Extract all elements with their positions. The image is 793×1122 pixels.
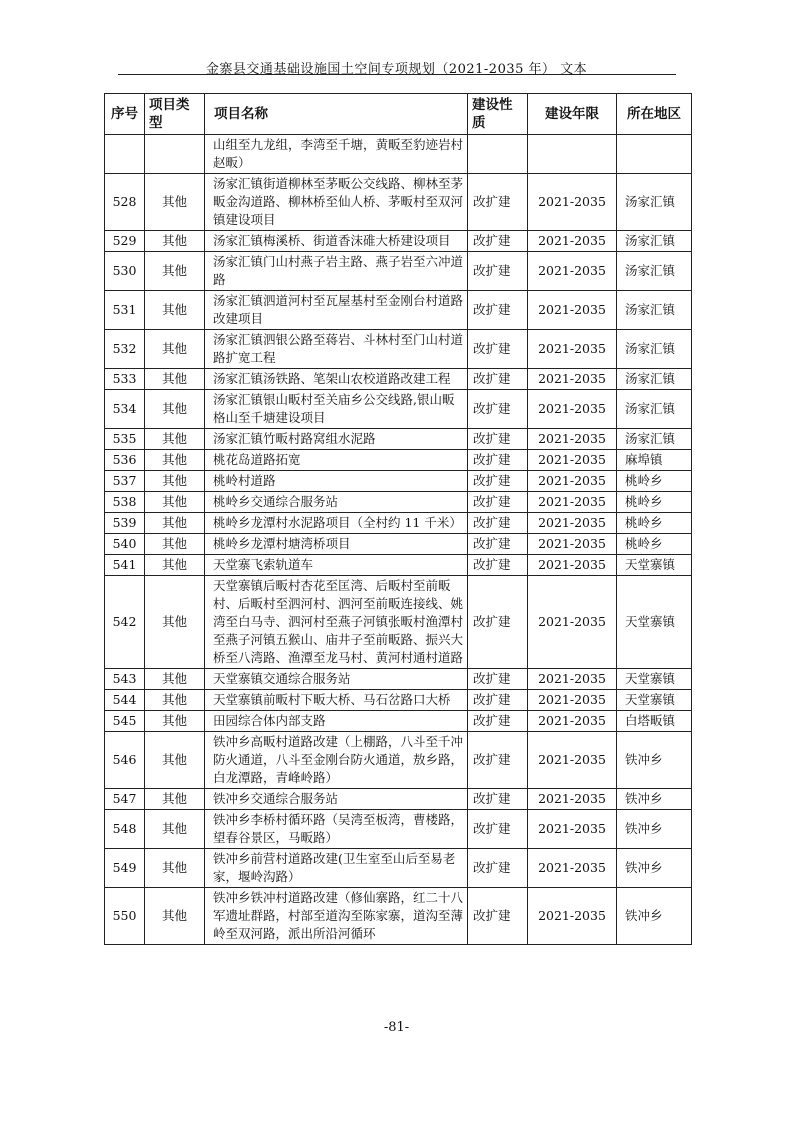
row-number-cell: 532 xyxy=(105,330,145,369)
project-name-cell: 铁冲乡铁冲村道路改建（修仙寨路，红二十八军遗址群路，村部至道沟至陈家寨，道沟至薄岭至双河路，派出所沿河循环 xyxy=(205,888,468,945)
table-header-row xyxy=(105,94,692,135)
construction-period-cell: 2021-2035 xyxy=(528,450,617,471)
table-row xyxy=(105,555,692,576)
construction-period-cell: 2021-2035 xyxy=(528,291,617,330)
construction-nature-cell: 改扩建 xyxy=(468,555,528,576)
header-rule xyxy=(118,74,676,75)
project-name-cell: 天堂寨飞索轨道车 xyxy=(205,555,468,576)
region-cell: 桃岭乡 xyxy=(617,492,692,513)
construction-nature-cell: 改扩建 xyxy=(468,513,528,534)
project-name-cell: 山组至九龙组，李湾至千塘，黄畈至豹迹岩村赵畈） xyxy=(205,135,468,174)
project-name-cell: 汤家汇镇银山畈村至关庙乡公交线路,银山畈格山至千塘建设项目 xyxy=(205,390,468,429)
table-row xyxy=(105,390,692,429)
project-name-cell: 铁冲乡李桥村循环路（吴湾至板湾，曹楼路，望春谷景区，马畈路） xyxy=(205,810,468,849)
project-type-cell: 其他 xyxy=(145,849,205,888)
project-name-cell: 汤家汇镇梅溪桥、街道香沫碓大桥建设项目 xyxy=(205,231,468,252)
table-row xyxy=(105,429,692,450)
project-name-cell: 汤家汇镇汤铁路、笔架山农校道路改建工程 xyxy=(205,369,468,390)
project-name-cell: 桃岭村道路 xyxy=(205,471,468,492)
project-name-cell: 铁冲乡前营村道路改建(卫生室至山后至易老家，堰岭沟路） xyxy=(205,849,468,888)
project-type-cell: 其他 xyxy=(145,732,205,789)
project-type-cell: 其他 xyxy=(145,450,205,471)
construction-nature-cell: 改扩建 xyxy=(468,888,528,945)
construction-nature-cell: 改扩建 xyxy=(468,450,528,471)
row-number-cell: 531 xyxy=(105,291,145,330)
project-name-cell: 汤家汇镇泗银公路至蒋岩、斗林村至门山村道路扩宽工程 xyxy=(205,330,468,369)
row-number-cell: 542 xyxy=(105,576,145,669)
project-type-cell: 其他 xyxy=(145,576,205,669)
table-row xyxy=(105,534,692,555)
table-row xyxy=(105,471,692,492)
col-header-type: 项目类型 xyxy=(145,94,205,135)
col-header-nature: 建设性质 xyxy=(468,94,528,135)
construction-period-cell: 2021-2035 xyxy=(528,492,617,513)
region-cell: 桃岭乡 xyxy=(617,513,692,534)
table-row xyxy=(105,690,692,711)
region-cell: 天堂寨镇 xyxy=(617,690,692,711)
project-type-cell xyxy=(145,135,205,174)
project-name-cell: 铁冲乡交通综合服务站 xyxy=(205,789,468,810)
region-cell: 汤家汇镇 xyxy=(617,369,692,390)
construction-period-cell: 2021-2035 xyxy=(528,174,617,231)
construction-period-cell: 2021-2035 xyxy=(528,690,617,711)
region-cell: 桃岭乡 xyxy=(617,471,692,492)
region-cell: 汤家汇镇 xyxy=(617,330,692,369)
construction-nature-cell: 改扩建 xyxy=(468,810,528,849)
row-number-cell: 536 xyxy=(105,450,145,471)
construction-period-cell: 2021-2035 xyxy=(528,555,617,576)
row-number-cell: 539 xyxy=(105,513,145,534)
project-type-cell: 其他 xyxy=(145,471,205,492)
table-row xyxy=(105,513,692,534)
project-name-cell: 铁冲乡高畈村道路改建（上棚路，八斗至千冲防火通道，八斗至金刚台防火通道，敖乡路， 白龙潭路，青峰岭路） xyxy=(205,732,468,789)
row-number-cell: 530 xyxy=(105,252,145,291)
project-name-cell: 桃花岛道路拓宽 xyxy=(205,450,468,471)
project-type-cell: 其他 xyxy=(145,789,205,810)
construction-period-cell: 2021-2035 xyxy=(528,231,617,252)
row-number-cell: 528 xyxy=(105,174,145,231)
project-type-cell: 其他 xyxy=(145,888,205,945)
region-cell: 汤家汇镇 xyxy=(617,252,692,291)
project-type-cell: 其他 xyxy=(145,252,205,291)
project-type-cell: 其他 xyxy=(145,291,205,330)
region-cell: 铁冲乡 xyxy=(617,810,692,849)
region-cell: 汤家汇镇 xyxy=(617,291,692,330)
construction-nature-cell: 改扩建 xyxy=(468,849,528,888)
construction-period-cell: 2021-2035 xyxy=(528,252,617,291)
row-number-cell: 548 xyxy=(105,810,145,849)
row-number-cell: 543 xyxy=(105,669,145,690)
region-cell: 白塔畈镇 xyxy=(617,711,692,732)
table-row xyxy=(105,888,692,945)
region-cell: 铁冲乡 xyxy=(617,849,692,888)
project-name-cell: 田园综合体内部支路 xyxy=(205,711,468,732)
construction-period-cell: 2021-2035 xyxy=(528,810,617,849)
construction-period-cell: 2021-2035 xyxy=(528,513,617,534)
col-header-region: 所在地区 xyxy=(617,94,692,135)
row-number-cell: 540 xyxy=(105,534,145,555)
project-name-cell: 桃岭乡交通综合服务站 xyxy=(205,492,468,513)
row-number-cell: 529 xyxy=(105,231,145,252)
construction-nature-cell: 改扩建 xyxy=(468,429,528,450)
table-row xyxy=(105,450,692,471)
project-type-cell: 其他 xyxy=(145,369,205,390)
construction-period-cell: 2021-2035 xyxy=(528,732,617,789)
project-type-cell: 其他 xyxy=(145,513,205,534)
table-row xyxy=(105,732,692,789)
region-cell: 汤家汇镇 xyxy=(617,390,692,429)
construction-nature-cell xyxy=(468,135,528,174)
project-type-cell: 其他 xyxy=(145,534,205,555)
construction-nature-cell: 改扩建 xyxy=(468,291,528,330)
construction-period-cell: 2021-2035 xyxy=(528,711,617,732)
table-row xyxy=(105,291,692,330)
construction-nature-cell: 改扩建 xyxy=(468,669,528,690)
construction-period-cell: 2021-2035 xyxy=(528,576,617,669)
table-row xyxy=(105,369,692,390)
construction-period-cell: 2021-2035 xyxy=(528,369,617,390)
construction-nature-cell: 改扩建 xyxy=(468,534,528,555)
project-type-cell: 其他 xyxy=(145,429,205,450)
table-row xyxy=(105,576,692,669)
project-name-cell: 天堂寨镇后畈村杏花至匡湾、后畈村至前畈村、后畈村至泗河村、泗河至前畈连接线、姚湾至白马寺、泗河村至燕子河镇张畈村渔潭村至燕子河镇五猴山、庙井子至前畈路、振兴大桥至八湾路、渔潭至龙马村、黄河村通村道路 xyxy=(205,576,468,669)
project-name-cell: 汤家汇镇门山村燕子岩主路、燕子岩至六冲道路 xyxy=(205,252,468,291)
construction-period-cell: 2021-2035 xyxy=(528,429,617,450)
project-name-cell: 天堂寨镇交通综合服务站 xyxy=(205,669,468,690)
row-number-cell: 550 xyxy=(105,888,145,945)
table-row xyxy=(105,810,692,849)
construction-period-cell: 2021-2035 xyxy=(528,888,617,945)
region-cell: 天堂寨镇 xyxy=(617,555,692,576)
table-row xyxy=(105,252,692,291)
project-name-cell: 天堂寨镇前畈村下畈大桥、马石岔路口大桥 xyxy=(205,690,468,711)
col-header-years: 建设年限 xyxy=(528,94,617,135)
project-name-cell: 桃岭乡龙潭村水泥路项目（全村约 11 千米） xyxy=(205,513,468,534)
construction-nature-cell: 改扩建 xyxy=(468,174,528,231)
region-cell xyxy=(617,135,692,174)
table-row xyxy=(105,174,692,231)
region-cell: 汤家汇镇 xyxy=(617,231,692,252)
construction-period-cell: 2021-2035 xyxy=(528,669,617,690)
construction-period-cell: 2021-2035 xyxy=(528,390,617,429)
construction-period-cell: 2021-2035 xyxy=(528,789,617,810)
construction-nature-cell: 改扩建 xyxy=(468,471,528,492)
table-row xyxy=(105,789,692,810)
project-type-cell: 其他 xyxy=(145,231,205,252)
construction-nature-cell: 改扩建 xyxy=(468,711,528,732)
construction-nature-cell: 改扩建 xyxy=(468,732,528,789)
construction-nature-cell: 改扩建 xyxy=(468,690,528,711)
table-row xyxy=(105,231,692,252)
construction-period-cell: 2021-2035 xyxy=(528,534,617,555)
table-row xyxy=(105,330,692,369)
table-row xyxy=(105,669,692,690)
row-number-cell: 544 xyxy=(105,690,145,711)
construction-period-cell: 2021-2035 xyxy=(528,849,617,888)
project-type-cell: 其他 xyxy=(145,390,205,429)
project-type-cell: 其他 xyxy=(145,810,205,849)
project-name-cell: 汤家汇镇竹畈村路窝组水泥路 xyxy=(205,429,468,450)
construction-nature-cell: 改扩建 xyxy=(468,576,528,669)
construction-period-cell: 2021-2035 xyxy=(528,471,617,492)
table-row xyxy=(105,135,692,174)
construction-nature-cell: 改扩建 xyxy=(468,492,528,513)
region-cell: 天堂寨镇 xyxy=(617,669,692,690)
project-type-cell: 其他 xyxy=(145,330,205,369)
table-row xyxy=(105,849,692,888)
row-number-cell: 538 xyxy=(105,492,145,513)
project-type-cell: 其他 xyxy=(145,690,205,711)
region-cell: 铁冲乡 xyxy=(617,732,692,789)
region-cell: 汤家汇镇 xyxy=(617,174,692,231)
row-number-cell: 549 xyxy=(105,849,145,888)
project-type-cell: 其他 xyxy=(145,492,205,513)
construction-nature-cell: 改扩建 xyxy=(468,789,528,810)
project-type-cell: 其他 xyxy=(145,174,205,231)
row-number-cell: 547 xyxy=(105,789,145,810)
project-type-cell: 其他 xyxy=(145,555,205,576)
project-type-cell: 其他 xyxy=(145,669,205,690)
construction-period-cell xyxy=(528,135,617,174)
construction-nature-cell: 改扩建 xyxy=(468,369,528,390)
construction-nature-cell: 改扩建 xyxy=(468,231,528,252)
row-number-cell: 534 xyxy=(105,390,145,429)
region-cell: 麻埠镇 xyxy=(617,450,692,471)
region-cell: 汤家汇镇 xyxy=(617,429,692,450)
row-number-cell: 533 xyxy=(105,369,145,390)
construction-period-cell: 2021-2035 xyxy=(528,330,617,369)
row-number-cell: 545 xyxy=(105,711,145,732)
page-number: -81- xyxy=(383,1020,410,1035)
row-number-cell: 537 xyxy=(105,471,145,492)
row-number-cell: 546 xyxy=(105,732,145,789)
row-number-cell: 541 xyxy=(105,555,145,576)
project-table xyxy=(104,93,692,945)
construction-nature-cell: 改扩建 xyxy=(468,330,528,369)
project-type-cell: 其他 xyxy=(145,711,205,732)
construction-nature-cell: 改扩建 xyxy=(468,390,528,429)
region-cell: 铁冲乡 xyxy=(617,888,692,945)
construction-nature-cell: 改扩建 xyxy=(468,252,528,291)
table-row xyxy=(105,492,692,513)
project-name-cell: 汤家汇镇街道柳林至茅畈公交线路、柳林至茅畈金沟道路、柳林桥至仙人桥、茅畈村至双河镇建设项目 xyxy=(205,174,468,231)
document-header: 金寨县交通基础设施国土空间专项规划（2021-2035 年） 文本 xyxy=(205,62,588,77)
col-header-name: 项目名称 xyxy=(205,94,468,135)
col-header-no: 序号 xyxy=(105,94,145,135)
project-name-cell: 汤家汇镇泗道河村至瓦屋基村至金刚台村道路改建项目 xyxy=(205,291,468,330)
row-number-cell xyxy=(105,135,145,174)
table-row xyxy=(105,711,692,732)
region-cell: 桃岭乡 xyxy=(617,534,692,555)
region-cell: 铁冲乡 xyxy=(617,789,692,810)
region-cell: 天堂寨镇 xyxy=(617,576,692,669)
row-number-cell: 535 xyxy=(105,429,145,450)
project-name-cell: 桃岭乡龙潭村塘湾桥项目 xyxy=(205,534,468,555)
